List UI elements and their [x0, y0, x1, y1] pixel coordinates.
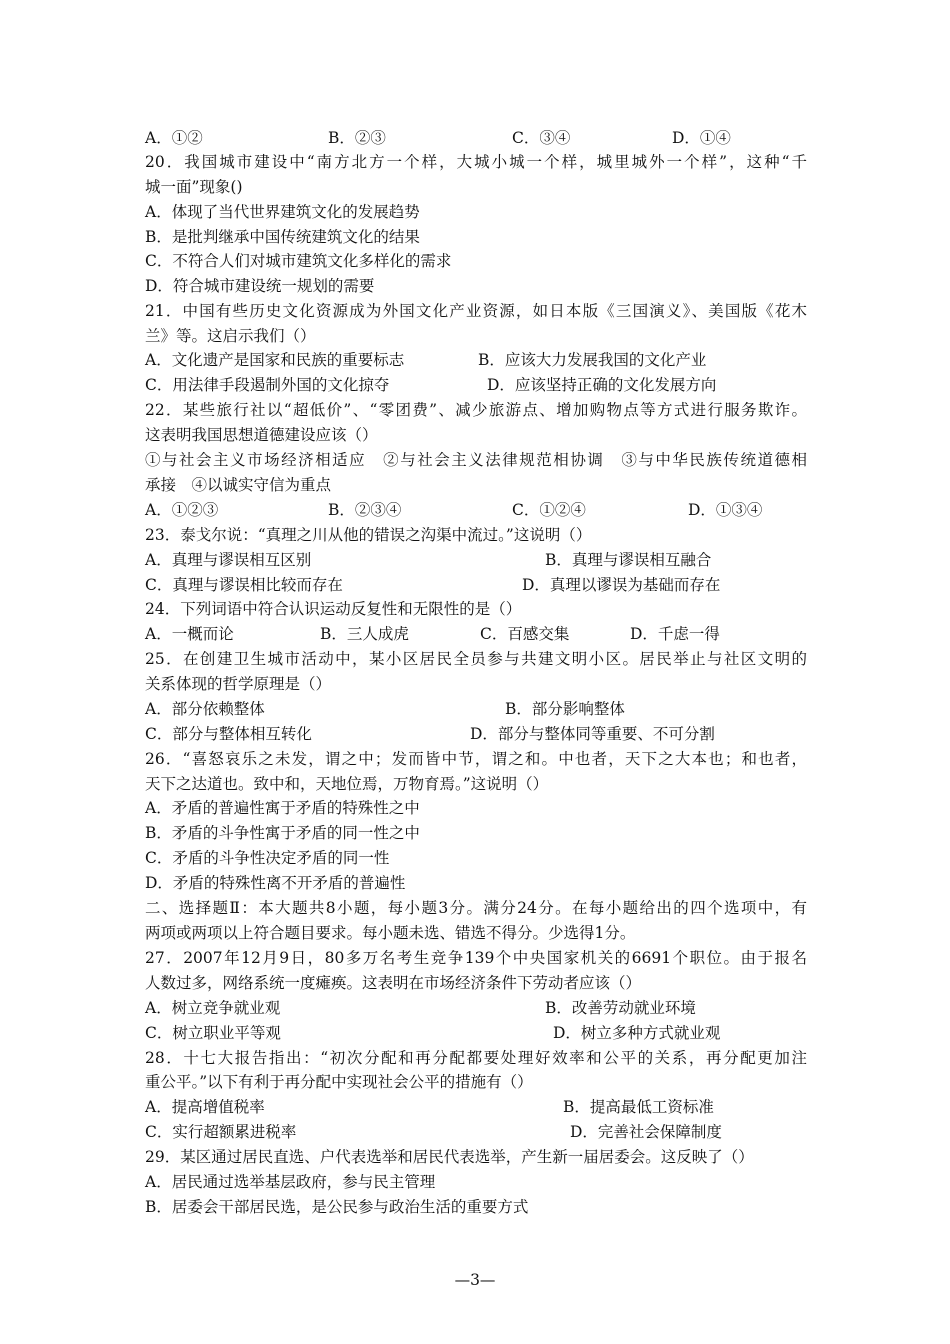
q27-stem: 27．2007年12月9日，80多万名考生竞争139个中央国家机关的6691个职位。由于报名	[145, 949, 807, 967]
q26-option-c: C．矛盾的斗争性决定矛盾的同一性	[145, 849, 390, 867]
q20-option-d: D．符合城市建设统一规划的需要	[145, 277, 375, 295]
q22-statements-cont: 承接 ④以诚实守信为重点	[145, 476, 332, 494]
q26-stem-cont: 天下之达道也。致中和，天地位焉，万物育焉。”这说明（）	[145, 775, 549, 793]
option-d: D．部分与整体同等重要、不可分割	[470, 725, 715, 743]
q25-stem-cont: 关系体现的哲学原理是（）	[145, 675, 332, 693]
q22-stem-cont: 这表明我国思想道德建设应该（）	[145, 426, 378, 444]
q27-options-cd	[145, 1021, 807, 1046]
option-c: C．用法律手段遏制外国的文化掠夺	[145, 376, 390, 394]
section2-heading-cont: 两项或两项以上符合题目要求。每小题未选、错选不得分。少选得1分。	[145, 924, 636, 942]
q23-options-cd	[145, 573, 807, 598]
option-c: C．实行超额累进税率	[145, 1123, 297, 1141]
q28-stem: 28．十七大报告指出：“初次分配和再分配都要处理好效率和公平的关系，再分配更加注	[145, 1049, 807, 1067]
q24-stem: 24．下列词语中符合认识运动反复性和无限性的是（）	[145, 600, 522, 618]
option-b: B．真理与谬误相互融合	[545, 551, 712, 569]
option-d: D．应该坚持正确的文化发展方向	[487, 376, 717, 394]
option-c: C．树立职业平等观	[145, 1024, 281, 1042]
q25-options-ab	[145, 697, 807, 722]
option-c: C．百感交集	[480, 625, 570, 643]
q22-stem: 22．某些旅行社以“超低价”、“零团费”、减少旅游点、增加购物点等方式进行服务欺诈。	[145, 401, 807, 419]
q22-statements: ①与社会主义市场经济相适应 ②与社会主义法律规范相协调 ③与中华民族传统道德相	[145, 451, 807, 469]
q26-option-d: D．矛盾的特殊性离不开矛盾的普遍性	[145, 874, 406, 892]
option-c: C．①②④	[512, 501, 586, 519]
q24-options	[145, 622, 807, 647]
option-a: A．树立竞争就业观	[145, 999, 281, 1017]
q26-stem: 26．“喜怒哀乐之未发，谓之中；发而皆中节，谓之和。中也者，天下之大本也；和也者，	[145, 750, 807, 768]
option-b: B．改善劳动就业环境	[545, 999, 696, 1017]
option-a: A．①②③	[145, 501, 219, 519]
q26-option-a: A．矛盾的普遍性寓于矛盾的特殊性之中	[145, 799, 420, 817]
option-a: A．真理与谬误相互区别	[145, 551, 312, 569]
q20-option-a: A．体现了当代世界建筑文化的发展趋势	[145, 203, 420, 221]
q29-option-a: A．居民通过选举基层政府，参与民主管理	[145, 1173, 436, 1191]
option-b: B．②③	[328, 129, 386, 147]
option-b: B．提高最低工资标准	[563, 1098, 714, 1116]
option-a: A．①②	[145, 129, 203, 147]
option-b: B．②③④	[328, 501, 402, 519]
option-d: D．真理以谬误为基础而存在	[522, 576, 721, 594]
option-b: B．三人成虎	[320, 625, 409, 643]
option-c: C．部分与整体相互转化	[145, 725, 312, 743]
option-d: D．①④	[672, 129, 731, 147]
option-a: A．部分依赖整体	[145, 700, 265, 718]
q29-stem: 29．某区通过居民直选、户代表选举和居民代表选举，产生新一届居委会。这反映了（）	[145, 1148, 754, 1166]
q23-options-ab	[145, 548, 807, 573]
option-a: A．提高增值税率	[145, 1098, 265, 1116]
option-b: B．部分影响整体	[505, 700, 625, 718]
q28-options-ab	[145, 1095, 807, 1120]
q27-options-ab	[145, 996, 807, 1021]
q20-stem: 20．我国城市建设中“南方北方一个样，大城小城一个样，城里城外一个样”，这种“千	[145, 153, 807, 171]
q27-stem-cont: 人数过多，网络系统一度瘫痪。这表明在市场经济条件下劳动者应该（）	[145, 974, 642, 992]
q20-stem-cont: 城一面”现象()	[145, 178, 243, 196]
page-number: —3—	[454, 1271, 496, 1289]
q20-option-c: C．不符合人们对城市建筑文化多样化的需求	[145, 252, 452, 270]
option-c: C．③④	[512, 129, 571, 147]
q25-stem: 25．在创建卫生城市活动中，某小区居民全员参与共建文明小区。居民举止与社区文明的	[145, 650, 807, 668]
q21-options-ab	[145, 348, 807, 373]
q25-options-cd	[145, 722, 807, 747]
option-d: D．千虑一得	[630, 625, 720, 643]
q20-option-b: B．是批判继承中国传统建筑文化的结果	[145, 228, 420, 246]
q21-stem: 21．中国有些历史文化资源成为外国文化产业资源，如日本版《三国演义》、美国版《花木	[145, 302, 807, 320]
option-d: D．完善社会保障制度	[570, 1123, 722, 1141]
section2-heading: 二、选择题Ⅱ：本大题共8小题，每小题3分。满分24分。在每小题给出的四个选项中，有	[145, 899, 807, 917]
q21-stem-cont: 兰》等。这启示我们（）	[145, 327, 316, 345]
q28-options-cd	[145, 1120, 807, 1145]
option-b: B．应该大力发展我国的文化产业	[478, 351, 707, 369]
q28-stem-cont: 重公平。”以下有利于再分配中实现社会公平的措施有（）	[145, 1073, 533, 1091]
option-d: D．树立多种方式就业观	[553, 1024, 721, 1042]
q26-option-b: B．矛盾的斗争性寓于矛盾的同一性之中	[145, 824, 420, 842]
option-a: A．一概而论	[145, 625, 234, 643]
q29-option-b: B．居委会干部居民选，是公民参与政治生活的重要方式	[145, 1198, 529, 1216]
q21-options-cd	[145, 373, 807, 398]
q23-stem: 23．泰戈尔说：“真理之川从他的错误之沟渠中流过。”这说明（）	[145, 526, 592, 544]
option-d: D．①③④	[688, 501, 763, 519]
q19-options	[145, 126, 807, 151]
q22-options	[145, 498, 807, 523]
option-c: C．真理与谬误相比较而存在	[145, 576, 343, 594]
option-a: A．文化遗产是国家和民族的重要标志	[145, 351, 405, 369]
